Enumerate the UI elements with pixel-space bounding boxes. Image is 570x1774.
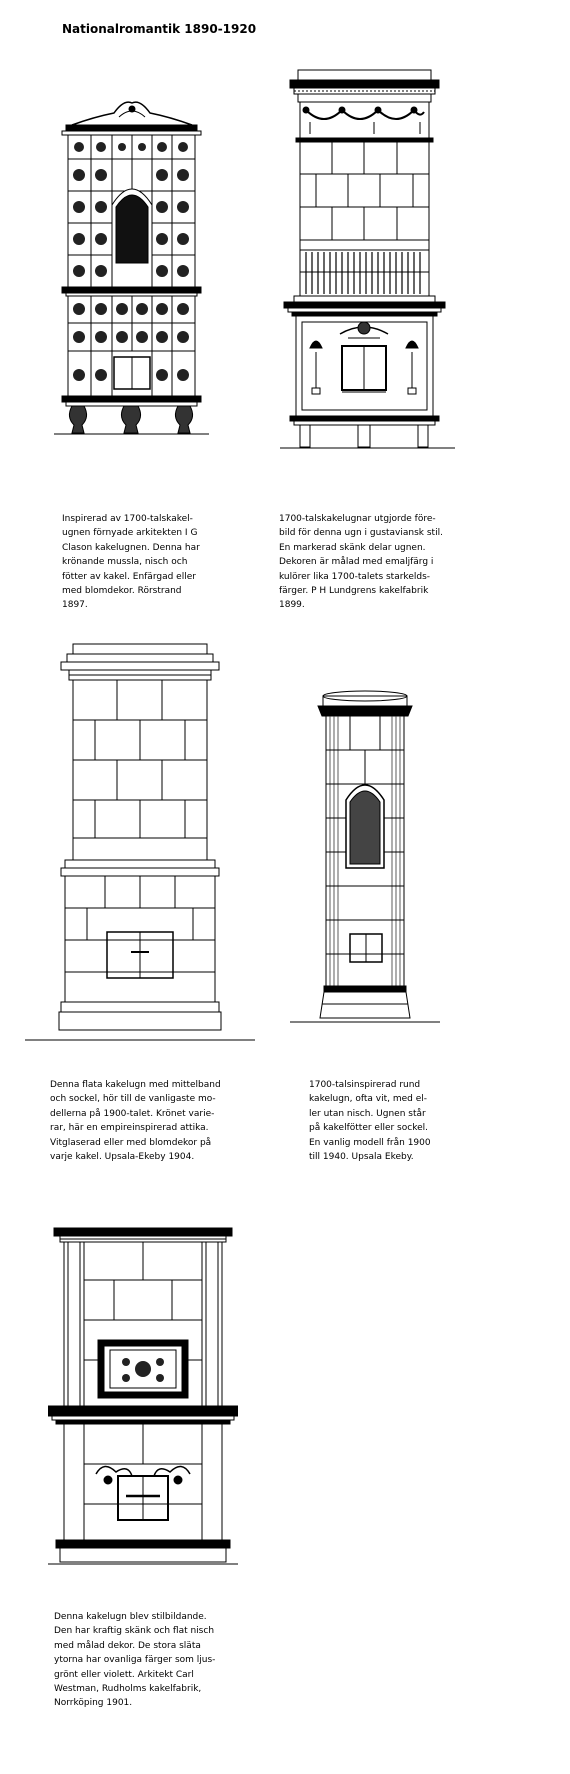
caption-line: grönt eller violett. Arkitekt Carl	[54, 1669, 194, 1680]
caption-stove-4	[309, 1078, 479, 1164]
caption-line: 1897.	[62, 600, 88, 611]
caption-line: Den har kraftig skänk och flat nisch	[54, 1626, 215, 1637]
caption-line: Norrköping 1901.	[54, 1698, 133, 1709]
stove-illustration-westman	[48, 1220, 238, 1580]
caption-line: Denna flata kakelugn med mittelband	[50, 1080, 221, 1090]
caption-line: rar, här en empireinspirerad attika.	[50, 1123, 209, 1134]
caption-line: ugnen förnyade arkitekten I G	[62, 528, 198, 539]
stove-illustration-gustavian	[280, 62, 455, 482]
caption-line: krönande mussla, nisch och	[62, 557, 188, 568]
caption-stove-1	[62, 512, 247, 613]
caption-line: till 1940. Upsala Ekeby.	[309, 1152, 414, 1163]
caption-line: En vanlig modell från 1900	[309, 1137, 431, 1148]
caption-line: ler utan nisch. Ugnen står	[309, 1108, 426, 1119]
caption-line: kulörer lika 1700-talets starkelds-	[279, 571, 431, 582]
caption-line: fötter av kakel. Enfärgad eller	[62, 571, 196, 582]
caption-line: 1700-talskakelugnar utgjorde före-	[279, 514, 436, 524]
caption-line: bild för denna ugn i gustaviansk stil.	[279, 528, 443, 539]
caption-line: Clason kakelugnen. Denna har	[62, 542, 200, 553]
stove-illustration-flat	[25, 640, 255, 1060]
stove-illustration-clason	[54, 95, 209, 475]
caption-line: färger. P H Lundgrens kakelfabrik	[279, 586, 429, 597]
caption-line: Dekoren är målad med emaljfärg i	[279, 557, 434, 568]
caption-line: Vitglaserad eller med blomdekor på	[50, 1137, 212, 1148]
caption-stove-3	[50, 1078, 260, 1164]
caption-stove-5	[54, 1610, 274, 1711]
caption-line: Westman, Rudholms kakelfabrik,	[54, 1684, 202, 1695]
caption-stove-2	[279, 512, 479, 613]
caption-line: på kakelfötter eller sockel.	[309, 1123, 428, 1134]
caption-line: Inspirerad av 1700-talskakel-	[62, 514, 193, 524]
caption-line: 1899.	[279, 600, 305, 611]
caption-line: kakelugn, ofta vit, med el-	[309, 1094, 428, 1105]
caption-line: med målad dekor. De stora släta	[54, 1640, 201, 1651]
caption-line: Denna kakelugn blev stilbildande.	[54, 1612, 207, 1622]
caption-line: ytorna har ovanliga färger som ljus-	[54, 1655, 216, 1666]
caption-line: En markerad skänk delar ugnen.	[279, 542, 426, 553]
stove-illustration-round	[290, 688, 440, 1058]
caption-line: 1700-talsinspirerad rund	[309, 1080, 421, 1090]
caption-line: med blomdekor. Rörstrand	[62, 586, 182, 597]
caption-line: dellerna på 1900-talet. Krönet varie-	[50, 1108, 215, 1119]
page-title: Nationalromantik 1890-1920	[62, 22, 257, 36]
caption-line: och sockel, hör till de vanligaste mo-	[50, 1094, 216, 1105]
caption-line: varje kakel. Upsala-Ekeby 1904.	[50, 1152, 195, 1163]
